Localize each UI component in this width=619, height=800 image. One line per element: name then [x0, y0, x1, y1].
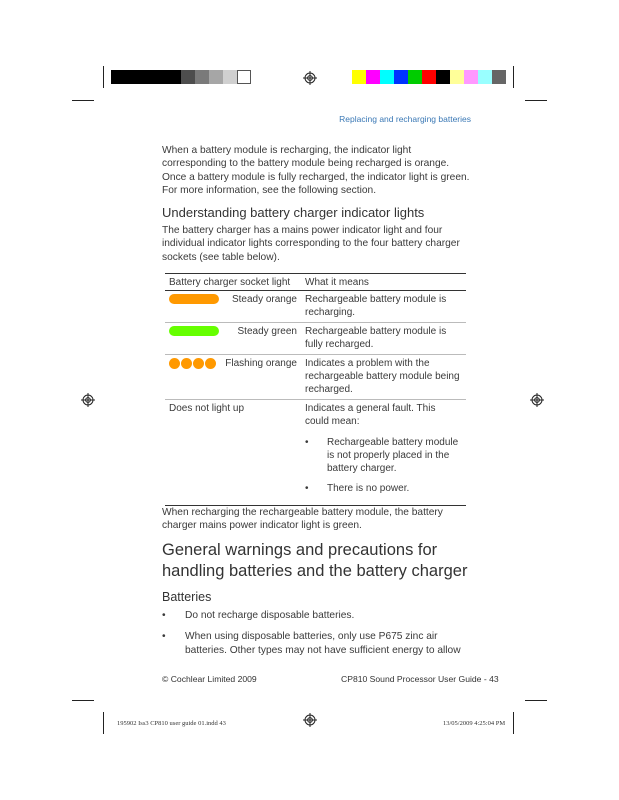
- recharging-paragraph: When recharging the rechargeable battery module, the battery charger mains power indicator light is green.: [162, 507, 443, 532]
- batteries-subheading: Batteries: [162, 590, 212, 604]
- column-header: What it means: [301, 274, 466, 291]
- color-swatch: [223, 70, 237, 84]
- meaning-cell: Rechargeable battery module is fully recharged.: [301, 323, 466, 355]
- flashing-orange-light-icon: [169, 358, 217, 369]
- color-swatch: [352, 70, 366, 84]
- color-swatch: [181, 70, 195, 84]
- crop-mark: [525, 700, 547, 701]
- registration-target-icon: [81, 393, 95, 407]
- table-row: [165, 355, 466, 400]
- crop-mark: [513, 66, 514, 88]
- light-label: Steady orange: [231, 294, 297, 305]
- meaning-cell: Indicates a general fault. This could mean:: [305, 403, 436, 427]
- light-label: Does not light up: [165, 400, 301, 506]
- green-light-icon: [169, 326, 219, 336]
- footer-guide: [341, 674, 499, 684]
- color-swatch: [195, 70, 209, 84]
- slug-timestamp: 13/05/2009 4:25:04 PM: [443, 720, 506, 727]
- indicator-lights-table: [165, 273, 466, 506]
- color-swatch: [436, 70, 450, 84]
- color-swatch: [125, 70, 139, 84]
- section-heading: Understanding battery charger indicator lights: [162, 205, 425, 220]
- registration-target-icon: [303, 713, 317, 727]
- color-swatch: [139, 70, 153, 84]
- footer-copyright: © Cochlear Limited 2009: [162, 674, 257, 684]
- color-swatch: [492, 70, 506, 84]
- color-swatch: [394, 70, 408, 84]
- color-swatch: [237, 70, 251, 84]
- table-row: [165, 323, 466, 355]
- color-swatch: [366, 70, 380, 84]
- crop-mark: [513, 712, 514, 734]
- list-item: • There is no power.: [305, 482, 462, 495]
- intro-paragraph: When a battery module is recharging, the indicator light corresponding to the battery module being recharged is orange. Once a battery module is fully recharged, the indicator light is green. For more information, see the following section.: [162, 145, 470, 196]
- crop-mark: [103, 712, 104, 734]
- footer-guide-title: CP810 Sound Processor User Guide: [341, 674, 482, 684]
- batteries-warning-list: [162, 609, 472, 665]
- table-row: [165, 400, 466, 506]
- color-swatch: [111, 70, 125, 84]
- registration-target-icon: [530, 393, 544, 407]
- fault-causes-list: [305, 436, 462, 495]
- color-swatch: [478, 70, 492, 84]
- list-item: • Do not recharge disposable batteries.: [162, 609, 472, 622]
- crop-mark: [525, 100, 547, 101]
- slug-filename: 195902 Iss3 CP810 user guide 01.indd 43: [117, 720, 226, 727]
- color-swatch: [167, 70, 181, 84]
- warnings-heading: General warnings and precautions for handling batteries and the battery charger: [162, 541, 468, 580]
- color-swatch: [153, 70, 167, 84]
- color-swatch: [380, 70, 394, 84]
- list-item: • Rechargeable battery module is not properly placed in the battery charger.: [305, 436, 462, 475]
- registration-target-icon: [303, 71, 317, 85]
- crop-mark: [72, 700, 94, 701]
- table-header-row: [165, 274, 466, 291]
- crop-mark: [103, 66, 104, 88]
- light-label: Steady green: [237, 326, 297, 337]
- color-swatch: [408, 70, 422, 84]
- running-header: Replacing and recharging batteries: [339, 114, 471, 124]
- light-label: Flashing orange: [225, 358, 297, 369]
- crop-mark: [72, 100, 94, 101]
- table-row: [165, 291, 466, 323]
- color-swatch: [450, 70, 464, 84]
- color-swatch: [422, 70, 436, 84]
- meaning-cell: Indicates a problem with the rechargeable battery module being recharged.: [301, 355, 466, 400]
- color-swatch: [209, 70, 223, 84]
- meaning-cell: Rechargeable battery module is recharging.: [301, 291, 466, 323]
- page-number: - 43: [483, 674, 499, 684]
- color-swatch: [464, 70, 478, 84]
- orange-light-icon: [169, 294, 219, 304]
- section-paragraph: The battery charger has a mains power indicator light and four individual indicator lights corresponding to the four battery charger sockets (see table below).: [162, 225, 460, 263]
- column-header: Battery charger socket light: [165, 274, 301, 291]
- list-item: • When using disposable batteries, only use P675 zinc air batteries. Other types may not have sufficient energy to allow: [162, 630, 472, 657]
